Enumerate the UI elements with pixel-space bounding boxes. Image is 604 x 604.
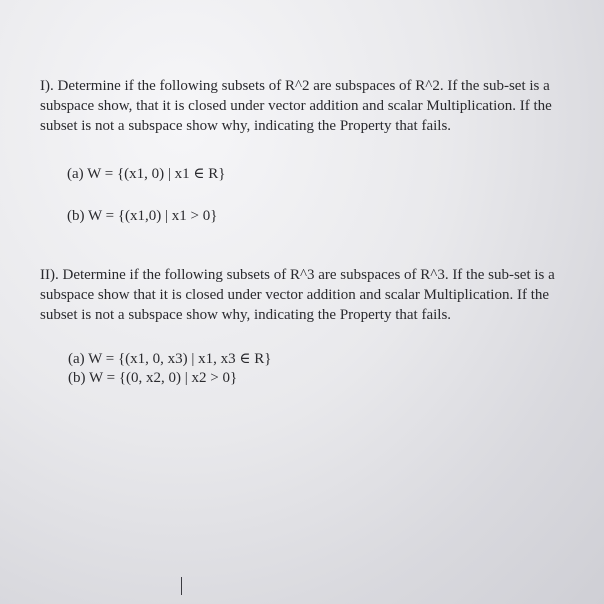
section-1-instructions: I). Determine if the following subsets of R^2 are subspaces of R^2. If the sub-set is a subspace show, that it is closed under vector addition and scalar Multiplication. If the subset is not a subspace show why, indicating the Property that fails.	[40, 78, 552, 134]
section-1-item-b: (b) W = {(x1,0) | x1 > 0}	[67, 208, 218, 224]
section-2-item-a: (a) W = {(x1, 0, x3) | x1, x3 ∈ R}	[68, 351, 272, 367]
section-1-item-a: (a) W = {(x1, 0) | x1 ∈ R}	[67, 166, 226, 182]
section-2-instructions: II). Determine if the following subsets of R^3 are subspaces of R^3. If the sub-set is a subspace show that it is closed under vector addition and scalar Multiplication. If the subset is not a subspace show why, indicating the Property that fails.	[40, 267, 555, 323]
section-2-item-b: (b) W = {(0, x2, 0) | x2 > 0}	[68, 370, 238, 386]
text-cursor	[181, 577, 182, 595]
